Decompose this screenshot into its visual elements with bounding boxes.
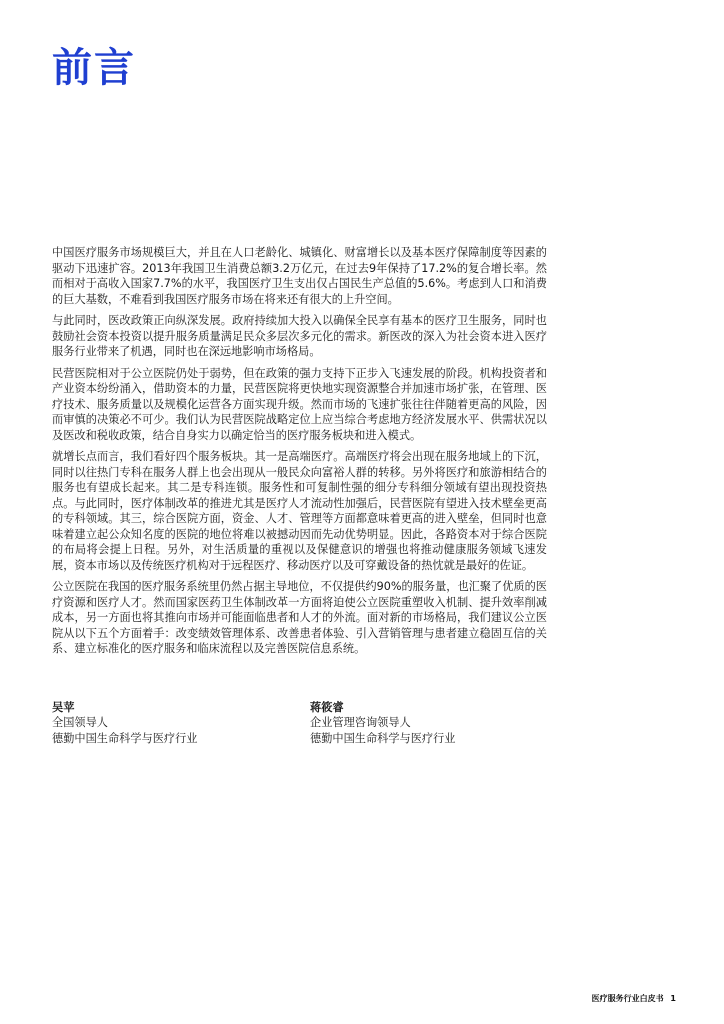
- signer-name: 蒋筱睿: [310, 701, 344, 714]
- paragraph-public-hospitals: 公立医院在我国的医疗服务系统里仍然占据主导地位，不仅提供约90%的服务量，也汇聚了优质的医疗资源和医疗人才。然而国家医药卫生体制改革一方面将迫使公立医院重塑收入机制、提升效率削减成本，另一方面也将其推向市场并可能面临患者和人才的外流。面对新的市场格局，我们建议公立医院从以下五个方面着手：改变绩效管理体系、改善患者体验、引入营销管理与患者建立稳固互信的关系、建立标准化的医疗服务和临床流程以及完善医院信息系统。: [52, 580, 547, 655]
- signature-block: [52, 700, 652, 746]
- signer-role: 全国领导人: [52, 716, 108, 729]
- signer-1: [52, 700, 310, 746]
- signer-role: 企业管理咨询领导人: [310, 716, 411, 729]
- signer-org: 德勤中国生命科学与医疗行业: [52, 731, 198, 745]
- page-number: 1: [670, 994, 676, 1003]
- footer-doc-title: 医疗服务行业白皮书: [591, 994, 664, 1003]
- body-text: [52, 245, 547, 663]
- paragraph-growth-areas: 就增长点而言，我们看好四个服务板块。其一是高端医疗。高端医疗将会出现在服务地域上的下沉，同时以往热门专科在服务人群上也会出现从一般民众向富裕人群的转移。另外将医疗和旅游相结合的服务也有望成长起来。其二是专科连锁。服务性和可复制性强的细分专科细分领域有望出现投资热点。与此同时，医疗体制改革的推进尤其是医疗人才流动性加强后，民营医院有望进入技术壁垒更高的专科领域。其三，综合医院方面，资金、人才、管理等方面都意味着更高的进入壁垒，但同时也意味着建立起公众知名度的医院的地位将难以被撼动因而先动优势明显。因此，各路资本对于综合医院的布局将会提上日程。另外，对生活质量的重视以及保健意识的增强也将推动健康服务领域飞速发展，资本市场以及传统医疗机构对于远程医疗、移动医疗以及可穿戴设备的热忱就是最好的佐证。: [52, 450, 547, 572]
- signer-name: 吴苹: [52, 701, 75, 714]
- page-footer: [592, 993, 676, 1004]
- page-title: 前言: [52, 45, 136, 91]
- paragraph-private-hospitals: 民营医院相对于公立医院仍处于弱势，但在政策的强力支持下正步入飞速发展的阶段。机构投资者和产业资本纷纷涌入，借助资本的力量，民营医院将更快地实现资源整合并加速市场扩张，在管理、医疗技术、服务质量以及规模化运营各方面实现升级。然而市场的飞速扩张往往伴随着更高的风险，因而审慎的决策必不可少。我们认为民营医院战略定位上应当综合考虑地方经济发展水平、供需状况以及医改和税收政策，结合自身实力以确定恰当的医疗服务板块和进入模式。: [52, 366, 547, 442]
- signer-org: 德勤中国生命科学与医疗行业: [310, 731, 456, 745]
- paragraph-policy: 与此同时，医改政策正向纵深发展。政府持续加大投入以确保全民享有基本的医疗卫生服务，同时也鼓励社会资本投资以提升服务质量满足民众多层次多元化的需求。新医改的深入为社会资本进入医疗服务行业带来了机遇，同时也在深远地影响市场格局。: [52, 314, 547, 358]
- signer-2: [310, 700, 568, 746]
- paragraph-market-size: 中国医疗服务市场规模巨大，并且在人口老龄化、城镇化、财富增长以及基本医疗保障制度等因素的驱动下迅速扩容。2013年我国卫生消费总额3.2万亿元，在过去9年保持了17.2%的复合增长率。然而相对于高收入国家7.7%的水平，我国医疗卫生支出仅占国民生产总值的5.6%。考虑到人口和消费的巨大基数，不难看到我国医疗服务市场在将来还有很大的上升空间。: [52, 246, 547, 306]
